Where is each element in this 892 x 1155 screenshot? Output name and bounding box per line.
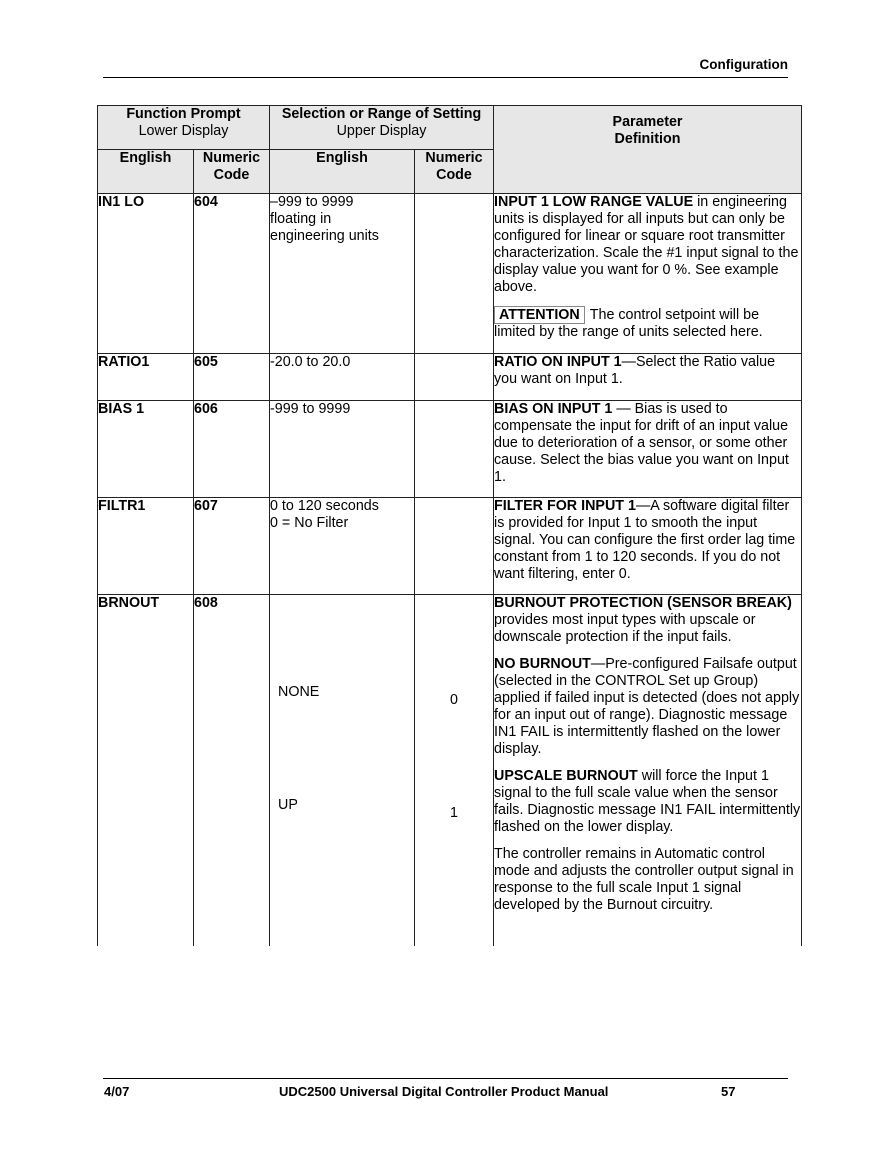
prompt-filtr1: FILTR1	[98, 498, 146, 514]
definition-text	[494, 401, 801, 486]
section-title: Configuration	[699, 57, 788, 72]
option-up-code: 1	[450, 805, 458, 821]
selection-range: -999 to 9999	[270, 401, 351, 417]
selection-range: -20.0 to 20.0	[270, 354, 351, 370]
definition-body: provides most input types with upscale or downscale protection if the input fails.	[494, 612, 756, 645]
selection-range-units: engineering units	[270, 228, 379, 244]
attention-label: ATTENTION	[494, 306, 585, 324]
prompt-ratio1: RATIO1	[98, 354, 150, 370]
selection-code-cell	[415, 194, 494, 354]
definition-body: —Select the Ratio value you want on Input 1.	[494, 354, 776, 387]
footer-manual-title: UDC2500 Universal Digital Controller Product Manual	[279, 1084, 609, 1099]
prompt-cell	[98, 498, 194, 595]
function-prompt-title: Function Prompt	[126, 106, 241, 122]
english-header-2	[270, 150, 415, 194]
definition-bold: FILTER FOR INPUT 1	[494, 498, 636, 514]
code-605: 605	[194, 354, 218, 370]
code-608: 608	[194, 595, 218, 611]
definition-bold: RATIO ON INPUT 1	[494, 354, 622, 370]
prompt-cell	[98, 401, 194, 498]
selection-code-cell	[415, 354, 494, 401]
selection-cell	[270, 194, 415, 354]
definition-cell	[494, 194, 802, 354]
definition-body: —A software digital filter is provided for Input 1 to smooth the input signal. You can configure the first order lag time constant from 1 to 120 seconds. If you do not want filtering, enter 0.	[494, 498, 796, 582]
prompt-cell	[98, 354, 194, 401]
parameter-title: Parameter	[612, 114, 683, 130]
header-rule	[103, 77, 788, 78]
numeric-code-header-2	[415, 150, 494, 194]
definition-automatic-note: The controller remains in Automatic control mode and adjusts the controller output signal in response to the full scale Input 1 signal developed by the Burnout circuitry.	[494, 846, 794, 913]
definition-body: — Bias is used to compensate the input for drift of an input value due to deterioration of a sensor, or some other cause. Select the bias value you want on Input 1.	[494, 401, 789, 485]
function-prompt-header	[98, 106, 270, 150]
footer-date: 4/07	[104, 1084, 130, 1099]
code-header-1-label: Code	[213, 167, 250, 183]
attention-text: The control setpoint will be limited by the range of units selected here.	[494, 307, 763, 340]
code-cell	[194, 595, 270, 946]
selection-cell	[270, 498, 415, 595]
definition-upscale	[494, 768, 801, 836]
selection-range-note: 0 = No Filter	[270, 515, 349, 531]
definition-no-burnout	[494, 656, 801, 758]
table-row	[98, 354, 802, 401]
prompt-in1lo: IN1 LO	[98, 194, 145, 210]
selection-code-cell	[415, 595, 494, 946]
english-header-2-label: English	[316, 150, 368, 166]
definition-body: will force the Input 1 signal to the full scale value when the sensor fails. Diagnostic message IN1 FAIL intermittently flashed on the lower display.	[494, 768, 801, 835]
table-row	[98, 194, 802, 354]
selection-header	[270, 106, 494, 150]
selection-cell	[270, 354, 415, 401]
selection-subtitle: Upper Display	[336, 123, 427, 139]
option-none: NONE	[278, 684, 320, 700]
definition-cell	[494, 498, 802, 595]
footer-rule	[103, 1078, 788, 1079]
definition-bold: BURNOUT PROTECTION (SENSOR BREAK)	[494, 595, 792, 611]
selection-range: 0 to 120 seconds	[270, 498, 379, 514]
selection-range: –999 to 9999	[270, 194, 354, 210]
configuration-table	[97, 105, 802, 946]
prompt-bias1: BIAS 1	[98, 401, 145, 417]
definition-body: —Pre-configured Failsafe output (selected in the CONTROL Set up Group) applied if failed input is detected (does not apply for an input out of range). Diagnostic message IN1 FAIL is intermittently flashed on the lower display.	[494, 656, 800, 757]
code-header-2-label: Code	[436, 167, 472, 183]
definition-bold: UPSCALE BURNOUT	[494, 768, 638, 784]
code-606: 606	[194, 401, 218, 417]
table-row	[98, 401, 802, 498]
definition-text	[494, 194, 801, 296]
parameter-definition-header	[494, 106, 802, 194]
selection-cell	[270, 595, 415, 946]
code-cell	[194, 354, 270, 401]
selection-range-note: floating in	[270, 211, 332, 227]
definition-bold: INPUT 1 LOW RANGE VALUE	[494, 194, 694, 210]
code-cell	[194, 401, 270, 498]
code-604: 604	[194, 194, 218, 210]
prompt-cell	[98, 595, 194, 946]
footer-page-number: 57	[721, 1084, 736, 1099]
code-cell	[194, 194, 270, 354]
definition-cell	[494, 595, 802, 946]
english-header-1-label: English	[119, 150, 172, 166]
option-up: UP	[278, 797, 298, 813]
selection-cell	[270, 401, 415, 498]
option-none-code: 0	[450, 692, 458, 708]
definition-body: in engineering units is displayed for all inputs but can only be configured for linear or square root transmitter characterization. Scale the #1 input signal to the display value you want for 0 %. See example above.	[494, 194, 799, 295]
code-cell	[194, 498, 270, 595]
definition-cell	[494, 354, 802, 401]
numeric-code-header-1	[194, 150, 270, 194]
code-607: 607	[194, 498, 218, 514]
table-row	[98, 498, 802, 595]
selection-code-cell	[415, 498, 494, 595]
prompt-brnout: BRNOUT	[98, 595, 160, 611]
definition-title: Definition	[614, 131, 681, 147]
definition-text	[494, 595, 801, 646]
numeric-header-2-label: Numeric	[425, 150, 483, 166]
function-prompt-subtitle: Lower Display	[138, 123, 229, 139]
attention-note	[494, 306, 801, 341]
definition-text	[494, 354, 801, 388]
definition-bold: BIAS ON INPUT 1	[494, 401, 613, 417]
definition-text	[494, 498, 801, 583]
numeric-header-1-label: Numeric	[202, 150, 261, 166]
prompt-cell	[98, 194, 194, 354]
selection-title: Selection or Range of Setting	[281, 106, 482, 122]
definition-cell	[494, 401, 802, 498]
english-header-1	[98, 150, 194, 194]
table-row	[98, 595, 802, 946]
selection-code-cell	[415, 401, 494, 498]
definition-bold: NO BURNOUT	[494, 656, 591, 672]
